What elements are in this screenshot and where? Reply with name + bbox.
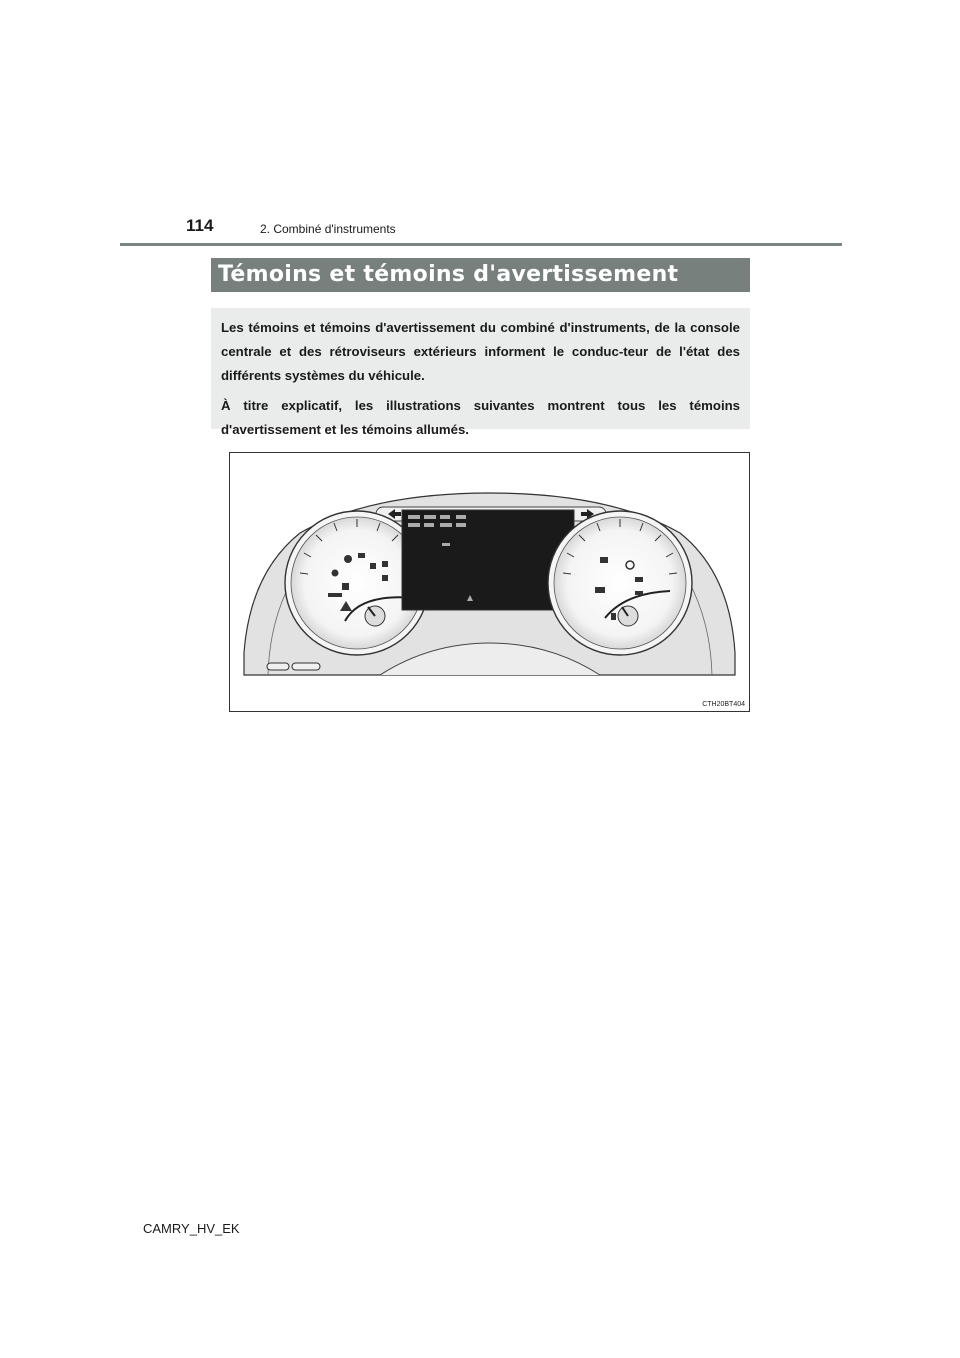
page-number: 114	[186, 216, 214, 235]
title-bar	[211, 258, 750, 292]
instrument-cluster-illustration	[230, 453, 749, 711]
intro-paragraph-1: Les témoins et témoins d'avertissement du combiné d'instruments, de la console centrale et des rétroviseurs extérieurs informent le conduc-teur de l'état des différents systèmes du véhicule.	[221, 320, 740, 383]
headlight-icon	[635, 577, 643, 582]
section-header: 2. Combiné d'instruments	[260, 222, 396, 236]
model-code: CAMRY_HV_EK	[143, 1221, 240, 1236]
engine-check-icon	[600, 557, 608, 563]
figure-code: CTH20BT404	[702, 701, 745, 708]
fuel-icon	[611, 613, 616, 620]
intro-box	[211, 308, 750, 437]
header-divider	[120, 243, 842, 246]
intro-paragraph-2: À titre explicatif, les illustrations suivantes montrent tous les témoins d'avertissement et les témoins allumés.	[221, 398, 740, 437]
instrument-cluster-figure	[229, 452, 750, 712]
seatbelt-icon	[332, 570, 339, 577]
airbag-icon	[344, 555, 352, 563]
eco-icon	[595, 587, 605, 593]
page-title: Témoins et témoins d'avertissement	[218, 262, 679, 287]
brake-warning-icon	[342, 583, 349, 590]
